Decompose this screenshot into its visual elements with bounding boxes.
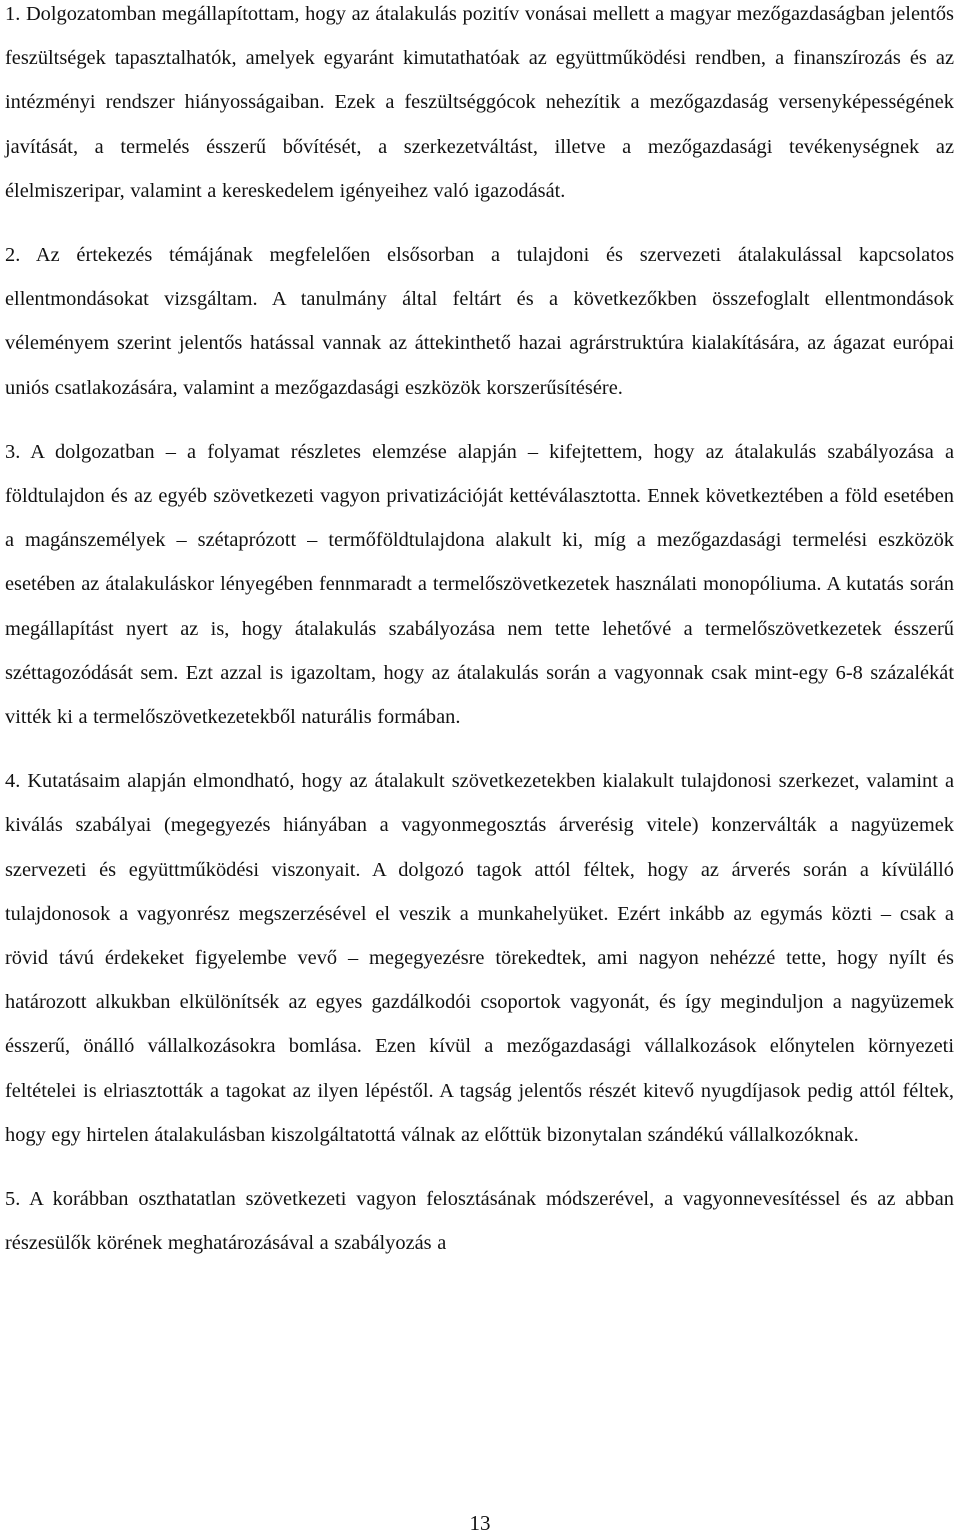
- paragraph-1: 1. Dolgozatomban megállapítottam, hogy az átalakulás pozitív vonásai mellett a magyar mezőgazdaságban jelentős feszültségek tapasztalhatók, amelyek egyaránt kimutathatóak az együttműködési rendben, a finanszírozás és az intézményi rendszer hiányosságaiban. Ezek a feszültséggócok nehezítik a mezőgazdaság versenyképességének javítását, a termelés ésszerű bővítését, a szerkezetváltást, illetve a mezőgazdasági tevékenységnek az élelmiszeripar, valamint a kereskedelem igényeihez való igazodását.: [5, 3, 954, 202]
- paragraph-5: 5. A korábban oszthatatlan szövetkezeti vagyon felosztásának módszerével, a vagyonnevesítéssel és az abban részesülők körének meghatározásával a szabályozás a: [5, 1188, 954, 1255]
- page-number: 13: [469, 1511, 491, 1535]
- paragraph-3: 3. A dolgozatban – a folyamat részletes elemzése alapján – kifejtettem, hogy az átalakulás szabályozása a földtulajdon és az egyéb szövetkezeti vagyon privatizációját kettéválasztotta. Ennek következtében a föld esetében a magánszemélyek – szétaprózott – termőföldtulajdona alakult ki, míg a mezőgazdasági termelési eszközök esetében az átalakuláskor lényegében fennmaradt a termelőszövetkezetek használati monopóliuma. A kutatás során megállapítást nyert az is, hogy átalakulás szabályozása nem tette lehetővé a termelőszövetkezetek ésszerű széttagozódását sem. Ezt azzal is igazoltam, hogy az átalakulás során a vagyonnak csak mint-egy 6-8 százalékát vitték ki a termelőszövetkezetekből naturális formában.: [5, 440, 954, 729]
- paragraph-4: 4. Kutatásaim alapján elmondható, hogy az átalakult szövetkezetekben kialakult tulajdonosi szerkezet, valamint a kiválás szabályai (megegyezés hiányában a vagyonmegosztás árverésig vitele) konzerválták a nagyüzemek szervezeti és együttműködési viszonyait. A dolgozó tagok attól féltek, hogy az árverés során a kívülálló tulajdonosok a vagyonrész megszerzésével el veszik a munkahelyüket. Ezért inkább az egymás közti – csak a rövid távú érdekeket figyelembe vevő – megegyezésre törekedtek, ami nagyon nehézzé tette, hogy nyílt és határozott alkukban elkülönítsék az egyes gazdálkodói csoportok vagyonát, és így meginduljon a nagyüzemek ésszerű, önálló vállalkozásokra bomlása. Ezen kívül a mezőgazdasági vállalkozások előnytelen környezeti feltételei is elriasztották a tagokat az ilyen lépéstől. A tagság jelentős részét kitevő nyugdíjasok pedig attól féltek, hogy egy hirtelen átalakulásban kiszolgáltatottá válnak az előttük bizonytalan szándékú vállalkozóknak.: [5, 770, 954, 1146]
- document-body: [5, 0, 954, 1265]
- paragraph-2: 2. Az értekezés témájának megfelelően elsősorban a tulajdoni és szervezeti átalakulással kapcsolatos ellentmondásokat vizsgáltam. A tanulmány által feltárt és a következőkben összefoglalt ellentmondások véleményem szerint jelentős hatással vannak az áttekinthető hazai agrárstruktúra kialakítására, az ágazat európai uniós csatlakozására, valamint a mezőgazdasági eszközök korszerűsítésére.: [5, 244, 954, 399]
